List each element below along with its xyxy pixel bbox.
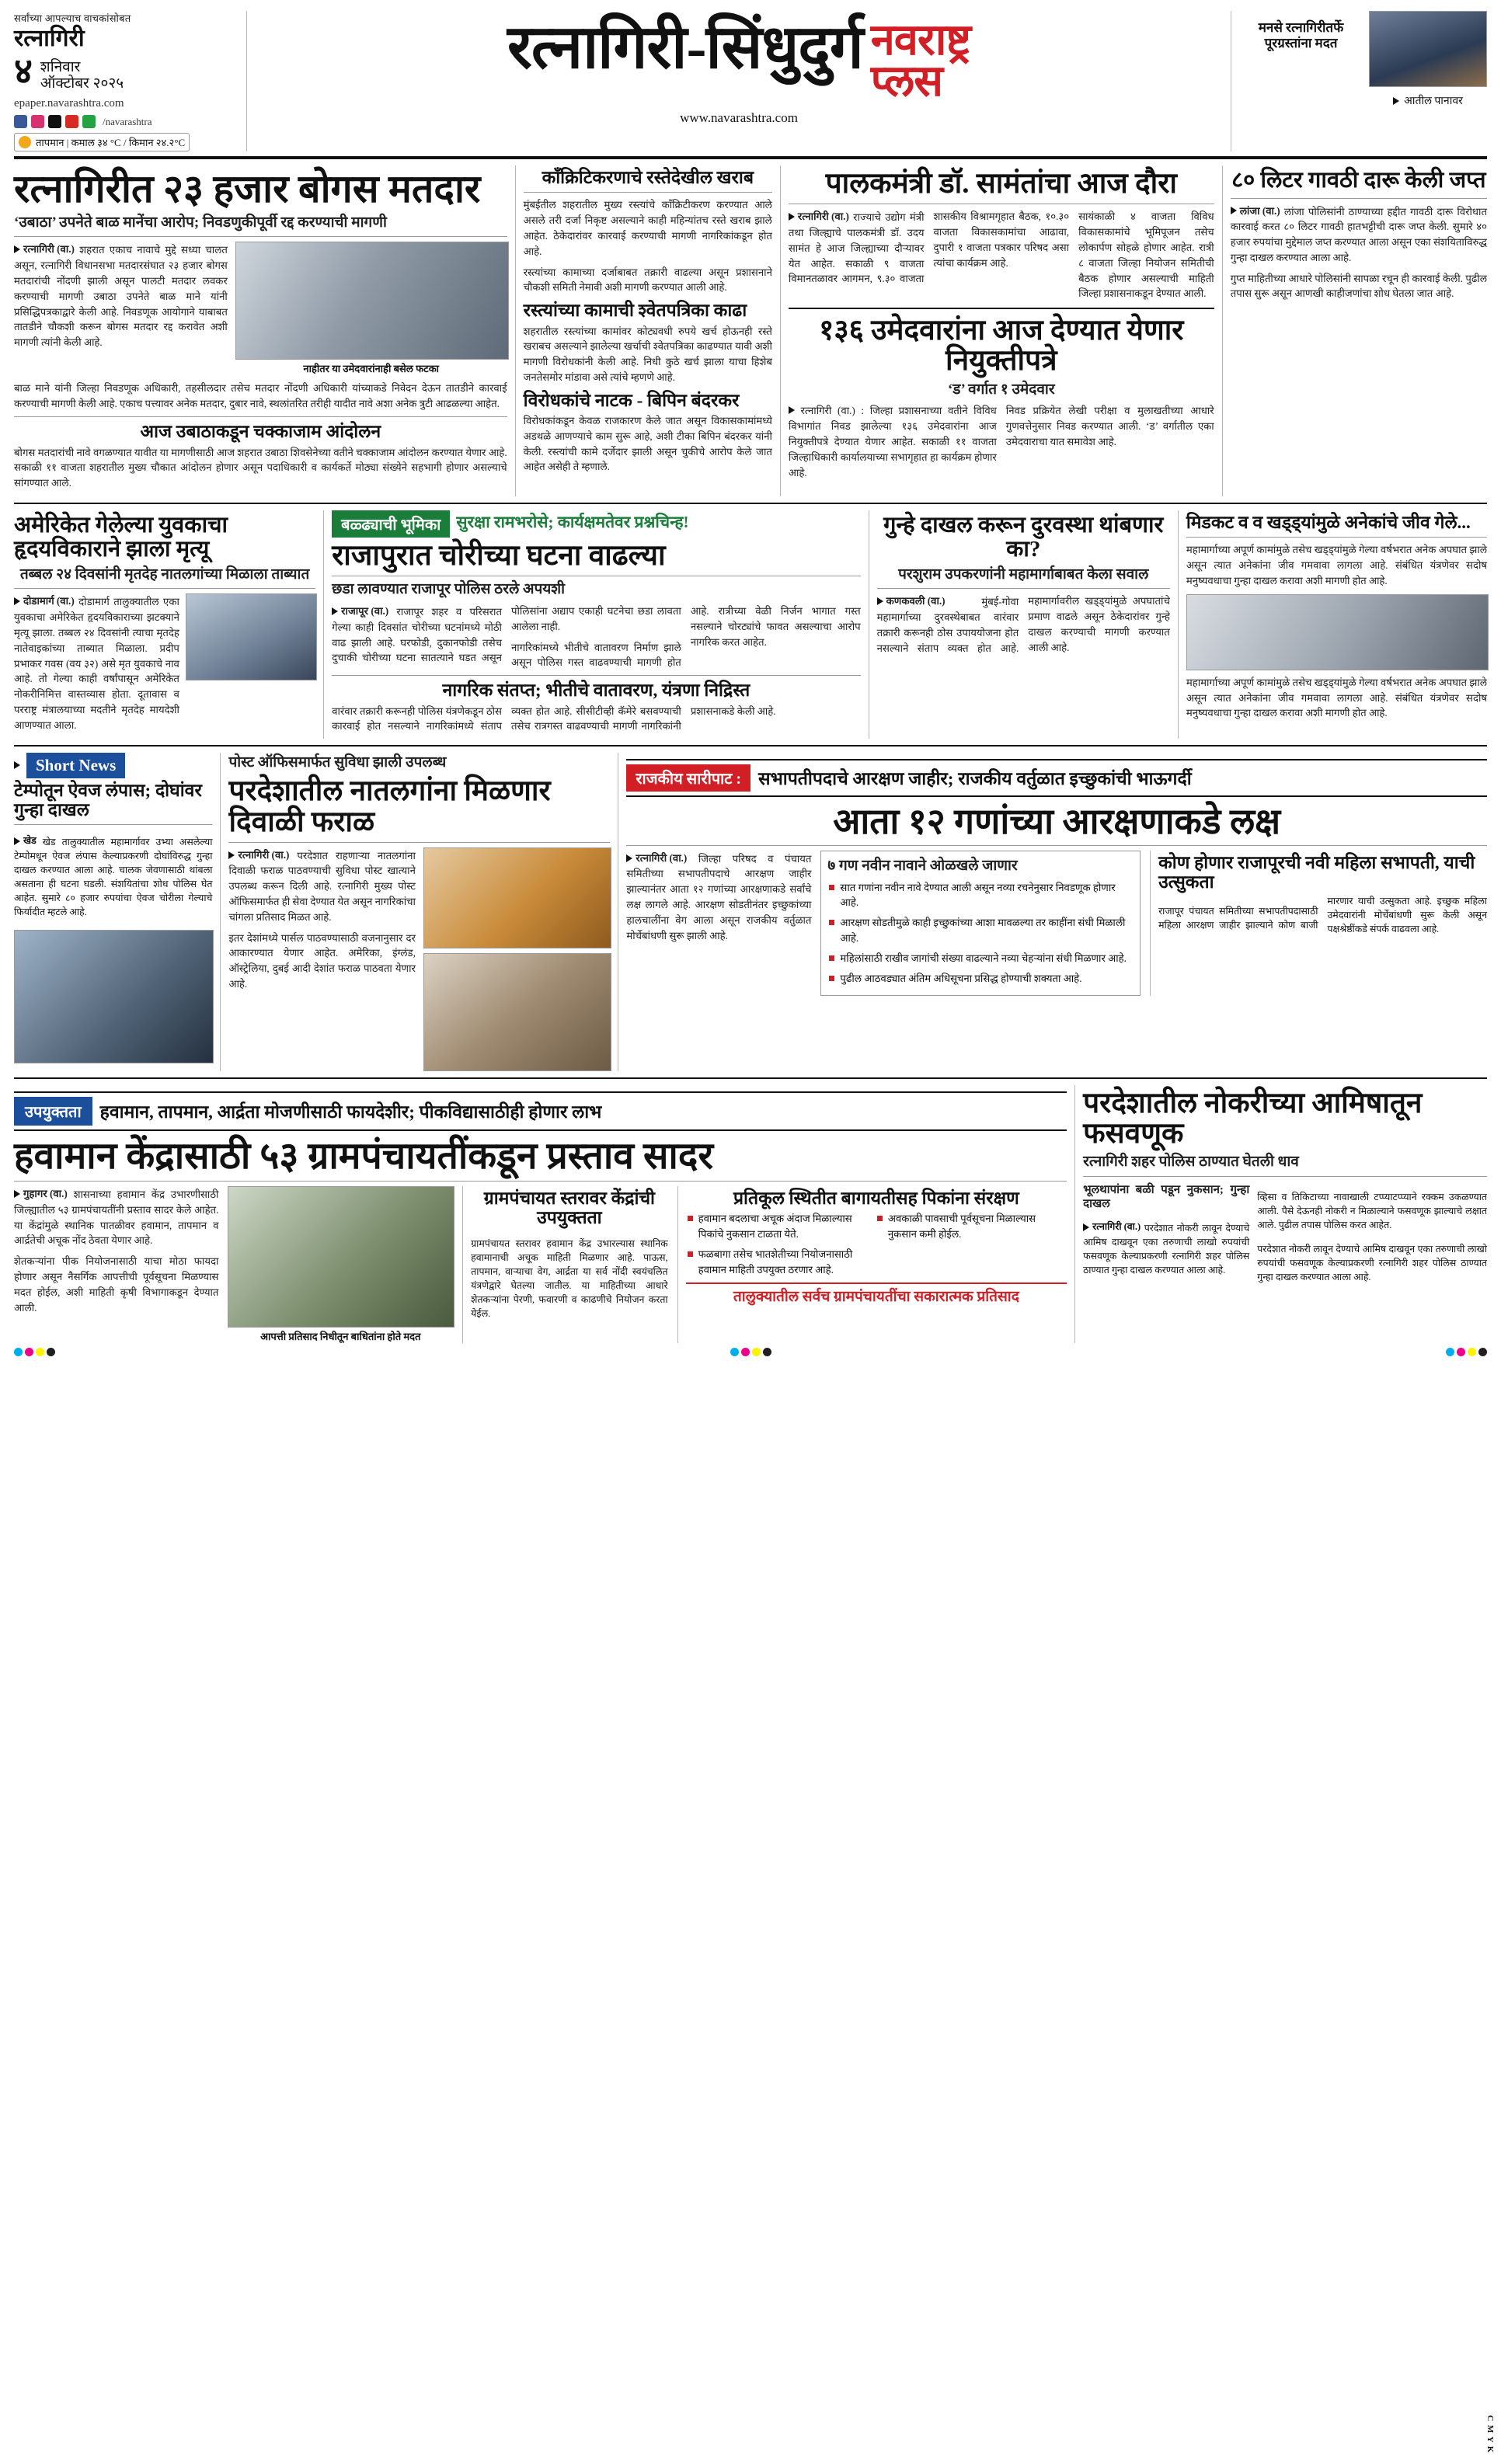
play-triangle-icon xyxy=(14,761,20,769)
sun-icon xyxy=(19,136,31,148)
col3-body-3: रत्नागिरी (वा.) : जिल्हा प्रशासनाच्या वतीने विविध विभागांत निवड झालेल्या १३६ उमेदवारांना आज नियुक्तीपत्रे देण्यात येणार आहेत. सकाळी ११ वाजता जिल्हाधिकारी कार्यालयाच्या सभागृहात हा कार्यक्रम होणार आहे. xyxy=(788,405,997,479)
weather-strip-text: हवामान, तापमान, आर्द्रता मोजणीसाठी फायदेशीर; पीकविद्यासाठीही होणार लाभ xyxy=(99,1102,602,1122)
row2-mid-head2: सुरक्षा रामभरोसे; कार्यक्षमतेवर प्रश्नचिन्ह! xyxy=(456,512,689,531)
col2-stories xyxy=(515,165,780,496)
masthead-tagline: सर्वांच्या आपल्याच वाचकांसोबत xyxy=(14,12,131,24)
promo-byline xyxy=(1369,93,1487,108)
politics-badge: राजकीय सारीपाट : xyxy=(626,764,750,792)
lead-sub2-body: बोगस मतदारांची नावे वगळण्यात यावीत या मागणीसाठी आज शहरात उबाठा शिवसेनेच्या वतीने चक्काजाम आंदोलन करण्यात येणार आहे. सकाळी ११ वाजता शहरातील मुख्य चौकात आंदोलन होणार असून पदाधिकारी व कार्यकर्ते मोठ्या संख्येने सहभागी होणार असल्याचे सांगण्यात आले. xyxy=(14,446,507,489)
weather-strip xyxy=(14,1091,1067,1131)
row2-far-body-b: महामार्गाच्या अपूर्ण कामांमुळे तसेच खड्ड्यांमुळे गेल्या वर्षभरात अनेक अपघात झाले असून त्यात अनेकांना जीव गमवावा लागला आहे. संबंधित यंत्रणेवर सदोष मनुष्यवधाचा गुन्हा दाखल करावा अशी मागणी होत आहे. xyxy=(1186,676,1487,719)
row2-left-sub: तब्बल २४ दिवसांनी मृतदेह नातलगांच्या मिळाला ताब्यात xyxy=(19,566,310,583)
col2-head-3: विरोधकांचे नाटक - बिपिन बंदरकर xyxy=(523,390,740,410)
diwali-kicker: पोस्ट ऑफिसमार्फत सुविधा झाली उपलब्ध xyxy=(228,753,447,771)
lead-subhead: ‘उबाठा’ उपनेते बाळ मानेंचा आरोप; निवडणुकीपूर्वी रद्द करण्याची मागणी xyxy=(14,214,387,231)
row2-right-dateline: कणकवली (वा.) xyxy=(886,595,946,607)
jobfraud-body-3: परदेशात नोकरी लावून देण्याचे आमिष दाखवून एका तरुणाची लाखो रुपयांची फसवणूक केल्याप्रकरणी रत्नागिरी शहर पोलिस ठाण्यात गुन्हा दाखल करण्यात आला आहे. xyxy=(1257,1243,1487,1282)
weather-right-bullets xyxy=(686,1211,1067,1277)
interviewee-photo xyxy=(1186,594,1489,670)
rajapur-theft-story xyxy=(323,510,869,738)
row2-far-body-a: महामार्गाच्या अपूर्ण कामांमुळे तसेच खड्ड्यांमुळे गेल्या वर्षभरात अनेक अपघात झाले असून त्यात अनेकांना जीव गमवावा लागला आहे. संबंधित यंत्रणेवर सदोष मनुष्यवधाचा गुन्हा दाखल करावा अशी मागणी होत आहे. xyxy=(1186,544,1487,586)
diwali-illustration xyxy=(423,953,611,1071)
row2-mid-dateline: राजापूर (वा.) xyxy=(341,605,389,618)
masthead-date: ४ xyxy=(14,50,33,91)
cmyk-mark: C M Y K xyxy=(1485,2414,1495,2453)
short-news-body: खेड तालुक्यातील महामार्गावर उभ्या असलेल्या टेम्पोमधून ऐवज लंपास केल्याप्रकरणी दोघांविरुद्ध गुन्हा दाखल करण्यात आला आहे. चालक जेवणासाठी थांबला असताना ही घटना घडली. संशयितांचा शोध पोलिस घेत आहेत. सुमारे ८० हजार रुपयांचा ऐवज चोरीला गेल्याचे फिर्यादीत म्हटले आहे. xyxy=(14,837,213,918)
row2-left-dateline: दोडामार्ग (वा.) xyxy=(23,595,75,607)
highway-story xyxy=(869,510,1178,738)
weather-photo-caption: आपत्ती प्रतिसाद निधीतून बाधितांना होते मदत xyxy=(260,1331,421,1343)
short-news-photo xyxy=(14,930,214,1063)
masthead-center xyxy=(247,11,1231,151)
lead-sub2-head: आज उबाठाकडून चक्काजाम आंदोलन xyxy=(140,422,381,442)
deceased-photo xyxy=(186,593,317,680)
lead-body-2: बाळ माने यांनी जिल्हा निवडणूक अधिकारी, तहसीलदार तसेच मतदार नोंदणी अधिकारी यांच्याकडे निवेदन देऊन तातडीने कारवाई करण्याची मागणी केली आहे. एकाच पत्त्यावर अनेक मतदार, दुबार नावे, स्थलांतरित तरीही यादीत नावे अशा अनेक त्रुटी आढळल्या आहेत. xyxy=(14,381,507,409)
politics-strip-text: सभापतीपदाचे आरक्षण जाहीर; राजकीय वर्तुळात इच्छुकांची भाऊगर्दी xyxy=(758,769,1192,788)
politics-head: आता १२ गणांच्या आरक्षणाकडे लक्ष xyxy=(833,801,1281,841)
highway-deaths-story xyxy=(1178,510,1487,738)
weather-bottom-strip: तालुक्यातील सर्वच ग्रामपंचायतींचा सकारात्मक प्रतिसाद xyxy=(733,1288,1019,1305)
col3-stories xyxy=(780,165,1222,496)
lead-photo xyxy=(235,242,509,360)
col2-body-3: शहरातील रस्त्यांच्या कामांवर कोट्यवधी रुपये खर्च होऊनही रस्ते खराबच असल्याने झालेल्या खर्चाची श्वेतपत्रिका काढण्यात यावी अशी मागणी विरोधकांनी केली आहे. निधी कुठे खर्च झाला याचा हिशेब जनतेसमोर मांडावा असे त्यांचे म्हणणे आहे. xyxy=(523,325,772,383)
lead-story xyxy=(14,165,515,496)
diwali-head: परदेशातील नातलगांना मिळणार दिवाळी फराळ xyxy=(228,775,551,838)
weather-mid-head: ग्रामपंचायत स्तरावर केंद्रांची उपयुक्तता xyxy=(483,1188,656,1228)
short-news-label: Short News xyxy=(26,753,125,778)
short-news-header xyxy=(14,753,212,778)
list-item: हवामान बदलाचा अचूक अंदाज मिळाल्यास पिकांचे नुकसान टाळता येते. xyxy=(698,1211,877,1242)
instagram-icon[interactable] xyxy=(31,115,44,128)
diwali-body-1: परदेशात राहणाऱ्या नातलगांना दिवाळी फराळ पाठवण्याची सुविधा पोस्ट खात्याने उपलब्ध करून दिली आहे. रत्नागिरी मुख्य पोस्ट ऑफिसमार्फत ही सेवा देण्यात येत असून नागरिकांचा चांगला प्रतिसाद मिळत आहे. xyxy=(228,849,416,923)
weather-station-photo xyxy=(228,1186,454,1328)
lead-dateline: रत्नागिरी (वा.) xyxy=(23,243,75,256)
masthead-brand-line2: प्लस xyxy=(870,57,942,106)
kicker-badge: बळ्ढ्याची भूमिका xyxy=(332,510,450,538)
row2-mid-sub2: नागरिक संतप्त; भीतीचे वातावरण, यंत्रणा निद्रिस्त xyxy=(442,680,750,701)
politics-bullets xyxy=(827,880,1134,987)
usa-death-story xyxy=(14,510,323,738)
promo-photo xyxy=(1369,11,1487,87)
promo-byline-text: आतील पानावर xyxy=(1404,96,1463,107)
triangle-icon xyxy=(1393,97,1399,105)
whatsapp-icon[interactable] xyxy=(82,115,96,128)
row-four xyxy=(14,1085,1487,1344)
list-item: फळबागा तसेच भातशेतीच्या नियोजनासाठी हवामान माहिती उपयुक्त ठरणार आहे. xyxy=(698,1247,877,1278)
row2-far-head: मिडकट व व खड्ड्यांमुळे अनेकांचे जीव गेले... xyxy=(1186,513,1471,533)
social-handle: /navarashtra xyxy=(103,115,152,127)
row2-mid-body-1: राजापूर शहर व परिसरात गेल्या काही दिवसांत चोरीच्या घटनांमध्ये मोठी वाढ झाली आहे. घरफोडी, दुकानफोडी तसेच दुचाकी चोरीच्या घटना सातत्याने घडत असून पोलिसांना अद्याप एकाही घटनेचा छडा लावता आलेला नाही. xyxy=(332,605,681,664)
row2-left-head: अमेरिकेत गेलेल्या युवकाचा हृदयविकाराने झाला मृत्यू xyxy=(14,513,228,562)
row2-mid-sub: छडा लावण्यात राजापूर पोलिस ठरले अपयशी xyxy=(332,581,566,598)
col3-body-2: सायंकाळी ४ वाजता विविध विकासकामांचे भूमिपूजन तसेच लोकार्पण सोहळे होणार आहेत. रात्री ८ वाजता जिल्हा नियोजन समितीची बैठक होणार असल्याची माहिती जिल्हा प्रशासनाकडून देण्यात आली. xyxy=(1078,211,1214,300)
weather-station-story xyxy=(14,1085,1074,1344)
masthead-right xyxy=(1231,11,1487,151)
promo-text: मनसे रत्नागिरीतर्फे पूरग्रस्तांना मदत xyxy=(1258,20,1344,51)
row2-mid-head: राजापुरात चोरीच्या घटना वाढल्या xyxy=(332,540,666,572)
short-news-block xyxy=(14,753,220,1071)
col3-head-1: पालकमंत्री डॉ. सामंतांचा आज दौरा xyxy=(825,168,1177,200)
col4-body-1: लांजा पोलिसांनी ठाण्याच्या हद्दीत गावठी दारू विरोधात कारवाई करत ८० लिटर गावठी हातभट्टीची दारू जप्त केली. सुमारे ४० हजार रुपयांचा मुद्देमाल जप्त करण्यात आला असून एका संशयिताविरुद्ध गुन्हा दाखल करण्यात आला आहे. xyxy=(1230,205,1487,263)
short-news-head: टेम्पोतून ऐवज लंपास; दोघांवर गुन्हा दाखल xyxy=(14,780,202,820)
jobfraud-dateline: रत्नागिरी (वा.) xyxy=(1092,1221,1141,1233)
registration-dots-right xyxy=(1446,1348,1487,1356)
job-fraud-story xyxy=(1074,1085,1487,1344)
short-news-dateline: खेड xyxy=(23,835,37,847)
col2-body-4: विरोधकांकडून केवळ राजकारण केले जात असून विकासकामांमध्ये अडथळे आणण्याचे काम सुरू आहे, अशी टीका बिपिन बंदरकर यांनी केली. रस्त्यांची कामे दर्जेदार झाली असून चुकीचे आरोप केले जात आहेत असेही ते म्हणाले. xyxy=(523,415,772,473)
masthead-month-year: ऑक्टोबर २०२५ xyxy=(40,75,124,92)
politics-right-body: राजापूर पंचायत समितीच्या सभापतीपदासाठी महिला आरक्षण जाहीर झाल्याने कोण बाजी मारणार याची उत्सुकता आहे. इच्छुक महिला उमेदवारांनी मोर्चेबांधणी सुरू केली असून पक्षश्रेष्ठींकडे संपर्क वाढवला आहे. xyxy=(1158,896,1487,935)
weather-text: तापमान | कमाल ३४ °C / किमान २४.२°C xyxy=(36,137,186,149)
col3-dateline: रत्नागिरी (वा.) xyxy=(797,211,849,223)
col2-head-2: रस्त्यांच्या कामाची श्वेतपत्रिका काढा xyxy=(523,301,747,321)
weather-body-1: शासनाच्या हवामान केंद्र उभारणीसाठी जिल्ह्यातील ५३ ग्रामपंचायतींनी प्रस्ताव सादर केले आहेत. या केंद्रांमुळे स्थानिक पातळीवर हवामान, तापमान व आर्द्रतेची अचूक नोंद ठेवता येणार आहे. xyxy=(14,1188,219,1247)
social-links[interactable] xyxy=(14,115,240,128)
list-item: आरक्षण सोडतीमुळे काही इच्छुकांच्या आशा मावळल्या तर काहींना संधी मिळाली आहे. xyxy=(840,915,1134,946)
masthead-city: रत्नागिरी xyxy=(14,26,85,51)
politics-block xyxy=(618,753,1487,1071)
politics-strip xyxy=(626,759,1487,797)
masthead-day: शनिवार xyxy=(40,58,81,75)
lead-body-1: शहरात एकाच नावाचे मुद्दे सध्या चालत असून, रत्नागिरी विधानसभा मतदारसंघात २३ हजार बोगस मतदारांची नोंदणी झाली असून पालटी मतदार लवकर करण्याची मागणी उबाठा उपनेते बाळ माने यांनी प्रसिद्धिपत्रकाद्वारे केली आहे. निवडणूक आयोगाने याबाबत तातडीने चौकशी करून बोगस मतदार रद्द करावेत अशी मागणी त्यांनी केली आहे. xyxy=(14,244,228,349)
lead-headline: रत्नागिरीत २३ हजार बोगस मतदार xyxy=(14,167,481,211)
diwali-faral-story xyxy=(220,753,618,1071)
col2-body-2: रस्त्यांच्या कामाच्या दर्जाबाबत तक्रारी वाढल्या असून प्रशासनाने चौकशी समिती नेमावी अशी मागणी करण्यात आली आहे. xyxy=(523,266,772,294)
weather-dateline: गुहागर (वा.) xyxy=(23,1188,68,1200)
list-item: पुढील आठवड्यात अंतिम अधिसूचना प्रसिद्ध होण्याची शक्यता आहे. xyxy=(840,971,1134,987)
col4-dateline: लांजा (वा.) xyxy=(1239,204,1280,217)
col4-head: ८० लिटर गावठी दारू केली जप्त xyxy=(1231,168,1486,193)
masthead-brand-line1: नवराष्ट्र xyxy=(870,16,971,64)
list-item: महिलांसाठी राखीव जागांची संख्या वाढल्याने नव्या चेहऱ्यांना संधी मिळणार आहे. xyxy=(840,951,1134,966)
row2-right-body: मुंबई-गोवा महामार्गाच्या दुरवस्थेबाबत वारंवार तक्रारी करूनही ठोस उपाययोजना होत नसल्याने संताप व्यक्त होत आहे. महामार्गावरील खड्ड्यांमुळे अपघातांचे प्रमाण वाढले असून ठेकेदारांवर गुन्हे दाखल करण्याची मागणी करण्यात आली आहे. xyxy=(876,595,1170,654)
politics-body: जिल्हा परिषद व पंचायत समितीच्या सभापतीपदाचे आरक्षण जाहीर झाल्यानंतर आता १२ गणांच्या आरक्षणाकडे सर्वांचे लक्ष लागले आहे. आरक्षण सोडतीनंतर इच्छुकांच्या हालचालींना वेग आला असून राजकीय वर्तुळात मोर्चेबांधणी सुरू झाली आहे. xyxy=(626,852,812,941)
politics-sub: ७ गण नवीन नावाने ओळखले जाणार xyxy=(827,857,1018,874)
page-footer xyxy=(0,1343,1501,1364)
row2-mid-body-3: वारंवार तक्रारी करूनही पोलिस यंत्रणेकडून ठोस कारवाई होत नसल्याने नागरिकांमध्ये संताप व्यक्त होत आहे. सीसीटीव्ही कॅमेरे बसवण्याची तसेच रात्रगस्त वाढवण्याची मागणी नागरिकांनी प्रशासनाकडे केली आहे. xyxy=(332,705,776,733)
weather-body-2: शेतकऱ्यांना पीक नियोजनासाठी याचा मोठा फायदा होणार असून नैसर्गिक आपत्तीची पूर्वसूचना मिळण्यास मदत होईल, अशी माहिती कृषी विभागाकडून देण्यात आली. xyxy=(14,1255,219,1314)
row-lead xyxy=(14,165,1487,496)
x-twitter-icon[interactable] xyxy=(48,115,61,128)
facebook-icon[interactable] xyxy=(14,115,27,128)
weather-head: हवामान केंद्रासाठी ५३ ग्रामपंचायतींकडून प्रस्ताव सादर xyxy=(14,1135,713,1177)
lead-body-left xyxy=(14,242,228,375)
masthead-title: रत्नागिरी-सिंधुदुर्ग xyxy=(507,13,863,81)
politics-dateline: रत्नागिरी (वा.) xyxy=(636,851,688,864)
row2-right-head: गुन्हे दाखल करून दुरवस्था थांबणार का? xyxy=(883,513,1164,562)
jobfraud-kicker: भूलथापांना बळी पडून नुकसान; गुन्हा दाखल xyxy=(1083,1183,1250,1210)
masthead-website[interactable]: www.navarashtra.com xyxy=(680,110,798,126)
col3-head-2: १३६ उमेदवारांना आज देण्यात येणार नियुक्तीपत्रे xyxy=(819,315,1184,378)
weather-right-head: प्रतिकूल स्थितीत बागायतीसह पिकांना संरक्षण xyxy=(733,1188,1019,1209)
jobfraud-head: परदेशातील नोकरीच्या आमिषातून फसवणूक xyxy=(1083,1087,1423,1150)
row-three xyxy=(14,753,1487,1071)
jobfraud-sub: रत्नागिरी शहर पोलिस ठाण्यात घेतली धाव xyxy=(1083,1154,1299,1171)
registration-dots-left xyxy=(14,1348,55,1356)
weather-mid-body: ग्रामपंचायत स्तरावर हवामान केंद्र उभारल्यास स्थानिक हवामानाची अचूक माहिती मिळणार आहे. पाऊस, तापमान, वाऱ्याचा वेग, आर्द्रता या सर्व नोंदी स्वयंचलित यंत्रणेद्वारे घेतल्या जातील. या माहितीच्या आधारे शेतकऱ्यांना पेरणी, फवारणी व काढणीचे नियोजन करता येईल. xyxy=(471,1238,668,1320)
registration-dots-center xyxy=(730,1348,771,1356)
col3-body-4: निवड प्रक्रियेत लेखी परीक्षा व मुलाखतीच्या आधारे गुणवत्तेनुसार निवड करण्यात आली. ‘ड’ वर्गातील एका उमेदवाराचा यात समावेश आहे. xyxy=(1005,405,1214,448)
jobfraud-body-2: व्हिसा व तिकिटाच्या नावाखाली टप्प्याटप्प्याने रक्कम उकळण्यात आली. पैसे देऊनही नोकरी न मिळाल्याने फसवणूक झाल्याचे लक्षात आले. पुढील तपास पोलिस करत आहेत. xyxy=(1257,1192,1487,1231)
row-two xyxy=(14,510,1487,738)
diwali-dateline: रत्नागिरी (वा.) xyxy=(238,848,290,861)
col2-body-1: मुंबईतील शहरातील मुख्य रस्त्यांचे कॉंक्रिटीकरण करण्यात आले असले तरी दर्जा निकृष्ट असल्याने काही महिन्यांतच रस्ते खराब झाले आहेत. ठेकेदारांवर कारवाई करण्याची मागणी नागरिकांकडून होत आहे. xyxy=(523,199,772,257)
col4-body-2: गुप्त माहितीच्या आधारे पोलिसांनी सापळा रचून ही कारवाई केली. पुढील तपास सुरू असून आणखी काहीजणांचा शोध घेतला जात आहे. xyxy=(1230,272,1487,300)
jobfraud-body-1: परदेशात नोकरी लावून देण्याचे आमिष दाखवून एका तरुणाची लाखो रुपयांची फसवणूक केल्याप्रकरणी रत्नागिरी शहर पोलिस ठाण्यात गुन्हा दाखल करण्यात आला आहे. xyxy=(1083,1223,1250,1276)
politics-right-head: कोण होणार राजापूरची नवी महिला सभापती, याची उत्सुकता xyxy=(1158,852,1475,893)
utility-badge: उपयुक्तता xyxy=(14,1097,92,1126)
col2-head-1: कॉंक्रिटिकरणाचे रस्तेदेखील खराब xyxy=(542,168,754,188)
list-item: अवकाळी पावसाची पूर्वसूचना मिळाल्यास नुकसान कमी होईल. xyxy=(888,1211,1067,1242)
row2-right-sub: परशुराम उपकरणांनी महामार्गाबाबत केला सवाल xyxy=(898,566,1149,583)
row2-left-body: दोडामार्ग तालुक्यातील एका युवकाचा अमेरिकेत हृदयविकाराच्या झटक्याने मृत्यू झाला. तब्बल २४ दिवसांनी त्याचा मृतदेह नातेवाइकांच्या ताब्यात मिळाला. प्रदीप प्रभाकर गवस (वय ३२) असे मृत युवकाचे नाव आहे. तो गेल्या काही वर्षांपासून अमेरिकेत नोकरीनिमित्त वास्तव्यास होता. दूतावास व परराष्ट्र मंत्रालयाच्या मदतीने मृतदेह मायदेशी आणण्यात आला. xyxy=(14,596,179,731)
row2-mid-body-2: नागरिकांमध्ये भीतीचे वातावरण निर्माण झाले असून पोलिस गस्त वाढवण्याची मागणी होत आहे. रात्रीच्या वेळी निर्जन भागात गस्त नसल्याने चोरट्यांचे फावत असल्याचा आरोप नागरिक करत आहेत. xyxy=(510,605,861,669)
lead-photo-caption: नाहीतर या उमेदवारांनाही बसेल फटका xyxy=(303,363,440,375)
col4-story xyxy=(1222,165,1487,496)
list-item: सात गणांना नवीन नावे देण्यात आली असून नव्या रचनेनुसार निवडणूक होणार आहे. xyxy=(840,880,1134,911)
col3-head-2-sub: ‘ड’ वर्गात १ उमेदवार xyxy=(947,381,1055,398)
masthead xyxy=(14,11,1487,159)
faral-photo xyxy=(423,847,611,948)
weather-box xyxy=(14,133,190,151)
diwali-body-2: इतर देशांमध्ये पार्सल पाठवण्यासाठी वजनानुसार दर आकारण्यात येणार आहेत. अमेरिका, इंग्लंड, ऑस्ट्रेलिया, दुबई आदी देशांत फराळ पाठवता येणार आहे. xyxy=(228,931,416,990)
youtube-icon[interactable] xyxy=(65,115,78,128)
col3-body-1: राज्याचे उद्योग मंत्री तथा जिल्ह्याचे पालकमंत्री डॉ. उदय सामंत हे आज जिल्ह्याच्या दौऱ्यावर येत आहेत. सकाळी ९ वाजता विमानतळावर आगमन, ९.३० वाजता शासकीय विश्रामगृहात बैठक, १०.३० वाजता विकासकामांचा आढावा, दुपारी १ वाजता पत्रकार परिषद असा त्यांचा कार्यक्रम आहे. xyxy=(788,211,1070,285)
masthead-epaper-url[interactable]: epaper.navarashtra.com xyxy=(14,97,124,110)
masthead-left xyxy=(14,11,247,151)
